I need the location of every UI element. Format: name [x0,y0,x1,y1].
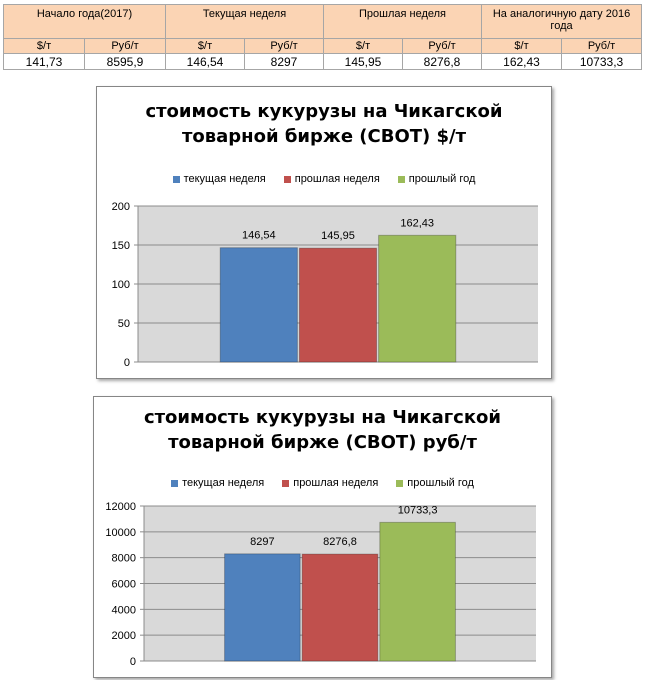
unit-cell: $/т [324,39,403,54]
y-tick-label: 0 [129,656,136,668]
unit-cell: Руб/т [403,39,482,54]
value-cell: 8595,9 [85,54,166,70]
y-tick-label: 6000 [111,578,136,591]
bar-data-label: 145,95 [321,230,355,243]
bar [379,235,456,362]
chart-title-line: стоимость кукурузы на Чикагской [145,101,503,122]
y-tick-label: 0 [123,357,130,369]
y-tick-label: 150 [111,240,130,252]
bar-data-label: 146,54 [241,229,276,242]
bar [225,554,301,661]
bar-data-label: 162,43 [400,217,435,230]
legend-label: прошлая неделя [293,477,379,489]
value-cell: 146,54 [166,54,245,70]
legend-label: прошлый год [407,477,474,489]
header-cell: Начало года(2017) [4,5,166,39]
value-cell: 141,73 [4,54,85,70]
unit-cell: Руб/т [245,39,324,54]
bar [380,522,456,661]
unit-cell: $/т [166,39,245,54]
value-cell: 145,95 [324,54,403,70]
value-cell: 8276,8 [403,54,482,70]
chart-rub-per-ton [93,396,552,678]
bar [220,248,297,362]
y-tick-label: 100 [111,279,130,291]
legend-label: текущая неделя [182,477,265,489]
table-header-row [4,5,642,39]
y-tick-label: 12000 [105,501,136,513]
legend-label: прошлая неделя [294,173,380,185]
table-units-row [4,39,642,54]
bar-data-label: 10733,3 [397,504,438,517]
chart-title-line: товарной бирже (CBOT) руб/т [168,432,477,453]
unit-cell: Руб/т [562,39,642,54]
y-tick-label: 200 [111,201,130,213]
y-tick-label: 50 [117,318,130,330]
value-cell: 8297 [245,54,324,70]
price-table [3,4,642,70]
header-cell: Текущая неделя [166,5,324,39]
value-cell: 10733,3 [562,54,642,70]
bar-data-label: 8276,8 [323,536,357,549]
y-tick-label: 4000 [111,604,136,617]
bar [302,554,378,661]
chart-title-line: стоимость кукурузы на Чикагской [143,407,502,428]
y-tick-label: 8000 [111,552,136,565]
bar-data-label: 8297 [250,535,275,548]
header-cell: Прошлая неделя [324,5,482,39]
chart-plot-svg [97,87,551,378]
chart-plot-svg [94,397,551,677]
unit-cell: $/т [4,39,85,54]
chart-title-line: товарной бирже (CBOT) $/т [181,126,467,147]
header-cell: На аналогичную дату 2016 года [482,5,642,39]
value-cell: 162,43 [482,54,562,70]
legend-label: прошлый год [408,173,476,185]
y-tick-label: 2000 [111,630,136,643]
table-values-row [4,54,642,70]
unit-cell: Руб/т [85,39,166,54]
y-tick-label: 10000 [105,526,136,539]
unit-cell: $/т [482,39,562,54]
bar [299,248,376,362]
legend-label: текущая неделя [183,173,266,185]
chart-usd-per-ton [96,86,552,379]
